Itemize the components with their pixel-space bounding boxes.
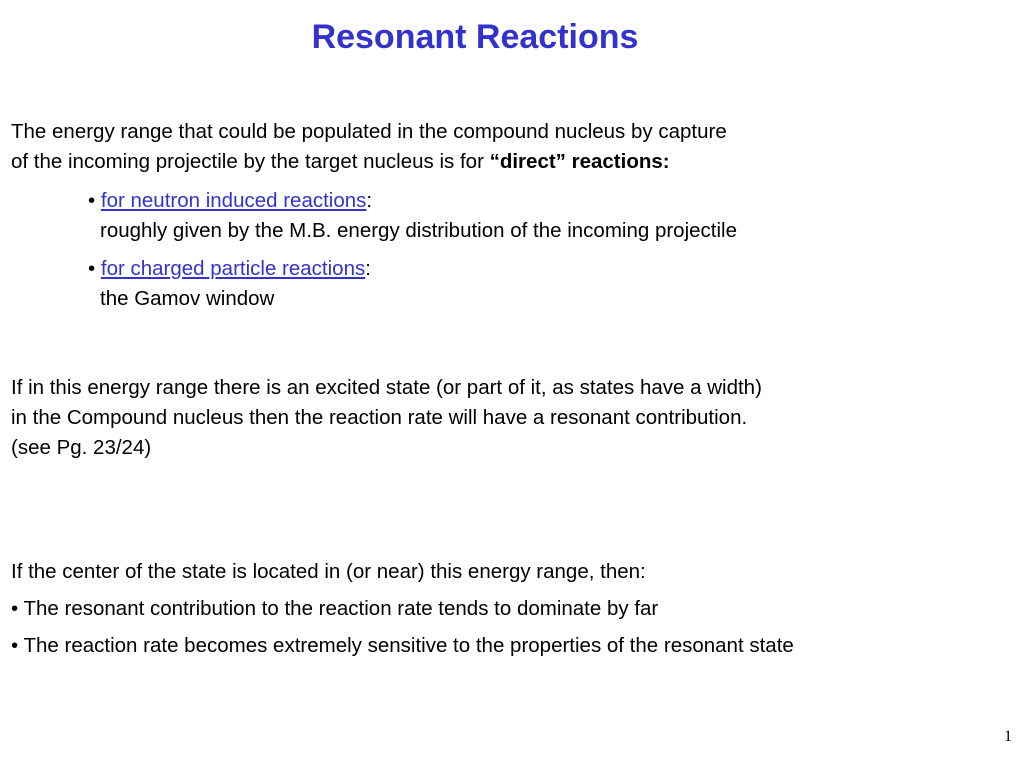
intro-line-2 [11,147,727,177]
bullet-charged [88,254,371,314]
page-number: 1 [1004,728,1012,745]
slide-title: Resonant Reactions [311,18,639,56]
conclusion-line-1: If the center of the state is located in (or near) this energy range, then: [11,560,646,583]
bullet-neutron-detail: roughly given by the M.B. energy distribution of the incoming projectile [100,219,737,242]
resonance-line-3: (see Pg. 23/24) [11,436,152,459]
bullet-colon: : [365,257,371,280]
conclusion-bullet-1: • The resonant contribution to the reaction rate tends to dominate by far [11,597,659,620]
charged-particle-reactions-link[interactable]: for charged particle reactions [100,257,366,280]
resonance-line-1: If in this energy range there is an excited state (or part of it, as states have a width) [11,376,762,399]
bullet-neutron [88,186,737,246]
bullet-marker: • [88,189,101,212]
resonance-paragraph [11,373,762,463]
bullet-charged-line [88,254,371,284]
conclusion-paragraph [11,553,794,664]
bullet-neutron-line [88,186,737,216]
direct-reactions-emphasis: “direct” reactions: [489,150,670,173]
intro-line-1: The energy range that could be populated in the compound nucleus by capture [11,120,727,143]
bullet-marker: • [88,257,101,280]
intro-line-2-text: of the incoming projectile by the target nucleus is for [11,150,490,173]
bullet-colon: : [366,189,373,212]
intro-paragraph [11,117,727,177]
neutron-induced-reactions-link[interactable]: for neutron induced reactions [100,189,367,212]
resonance-line-2: in the Compound nucleus then the reaction rate will have a resonant contribution. [11,406,748,429]
conclusion-bullet-2: • The reaction rate becomes extremely sensitive to the properties of the resonant state [11,634,794,657]
bullet-charged-detail: the Gamov window [100,287,275,310]
